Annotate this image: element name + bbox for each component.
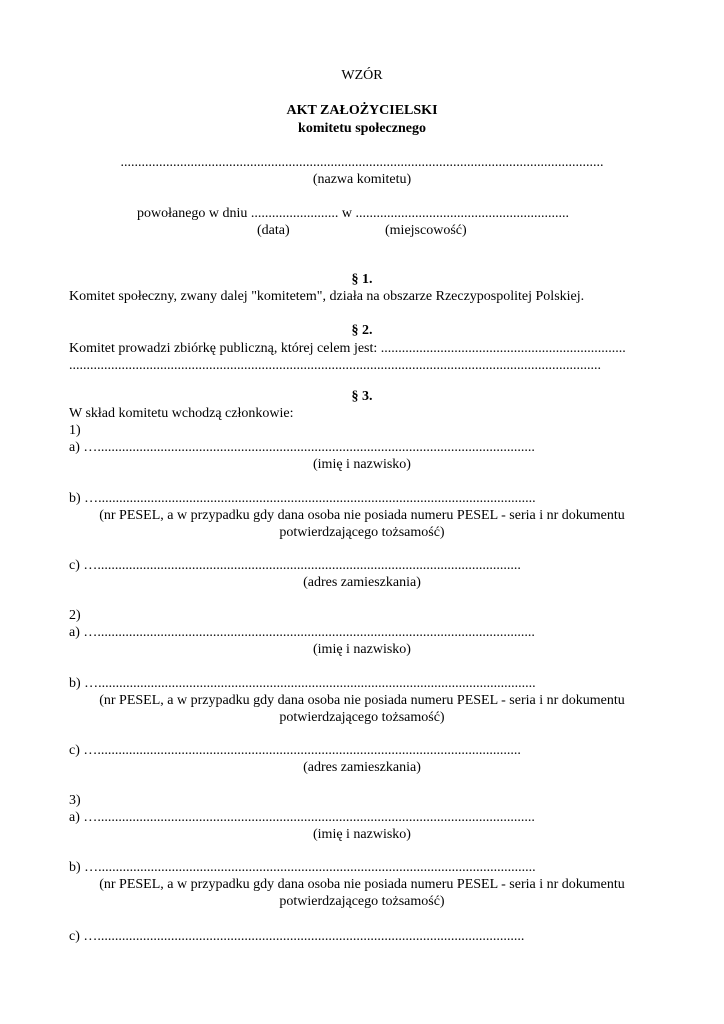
member-pesel-caption: (nr PESEL, a w przypadku gdy dana osoba nie posiada numeru PESEL - seria i nr dokumentu (99, 877, 625, 892)
member-pesel-caption-cont: potwierdzającego tożsamość) (279, 710, 445, 725)
section-2-text: Komitet prowadzi zbiórkę publiczną, której celem jest: ...................................................................... (69, 341, 626, 356)
member-name-line: a) …............................................................................................................................. (69, 440, 535, 455)
member-address-line: c) ….......................................................................................................................... (69, 929, 525, 944)
member-name-line: a) …............................................................................................................................. (69, 625, 535, 640)
member-address-line: c) …......................................................................................................................... (69, 743, 521, 758)
member-address-caption: (adres zamieszkania) (303, 760, 421, 775)
member-pesel-line: b) …............................................................................................................................. (69, 676, 536, 691)
member-pesel-caption-cont: potwierdzającego tożsamość) (279, 894, 445, 909)
member-name-caption: (imię i nazwisko) (313, 827, 411, 842)
member-number: 2) (69, 608, 81, 623)
committee-name-caption: (nazwa komitetu) (312, 172, 412, 187)
section-3-heading: § 3. (351, 389, 373, 404)
date-caption: (data) (257, 223, 290, 238)
document-subtitle: komitetu społecznego (298, 121, 426, 136)
member-pesel-caption-cont: potwierdzającego tożsamość) (279, 525, 445, 540)
appointment-line: powołanego w dniu ......................... w ............................................................. (137, 206, 570, 221)
place-caption: (miejscowość) (385, 223, 467, 238)
section-1-text: Komitet społeczny, zwany dalej "komitetem", działa na obszarze Rzeczypospolitej Polskiej. (69, 289, 585, 304)
committee-name-line: .......................................................................................................................................... (120, 155, 604, 170)
member-name-caption: (imię i nazwisko) (313, 457, 411, 472)
member-name-caption: (imię i nazwisko) (313, 642, 411, 657)
member-name-line: a) …............................................................................................................................. (69, 810, 535, 825)
member-number: 1) (69, 423, 81, 438)
section-3-intro: W skład komitetu wchodzą członkowie: (69, 406, 294, 421)
member-pesel-caption: (nr PESEL, a w przypadku gdy dana osoba nie posiada numeru PESEL - seria i nr dokumentu (99, 508, 625, 523)
member-address-caption: (adres zamieszkania) (303, 575, 421, 590)
section-1-heading: § 1. (351, 272, 373, 287)
template-label: WZÓR (341, 68, 383, 83)
member-address-line: c) …......................................................................................................................... (69, 558, 521, 573)
section-2-continuation: ........................................................................................................................................................ (69, 358, 601, 373)
document-title: AKT ZAŁOŻYCIELSKI (286, 103, 438, 118)
member-number: 3) (69, 793, 81, 808)
section-2-heading: § 2. (351, 323, 373, 338)
member-pesel-caption: (nr PESEL, a w przypadku gdy dana osoba nie posiada numeru PESEL - seria i nr dokumentu (99, 693, 625, 708)
member-pesel-line: b) …............................................................................................................................. (69, 491, 536, 506)
member-pesel-line: b) …............................................................................................................................. (69, 860, 536, 875)
